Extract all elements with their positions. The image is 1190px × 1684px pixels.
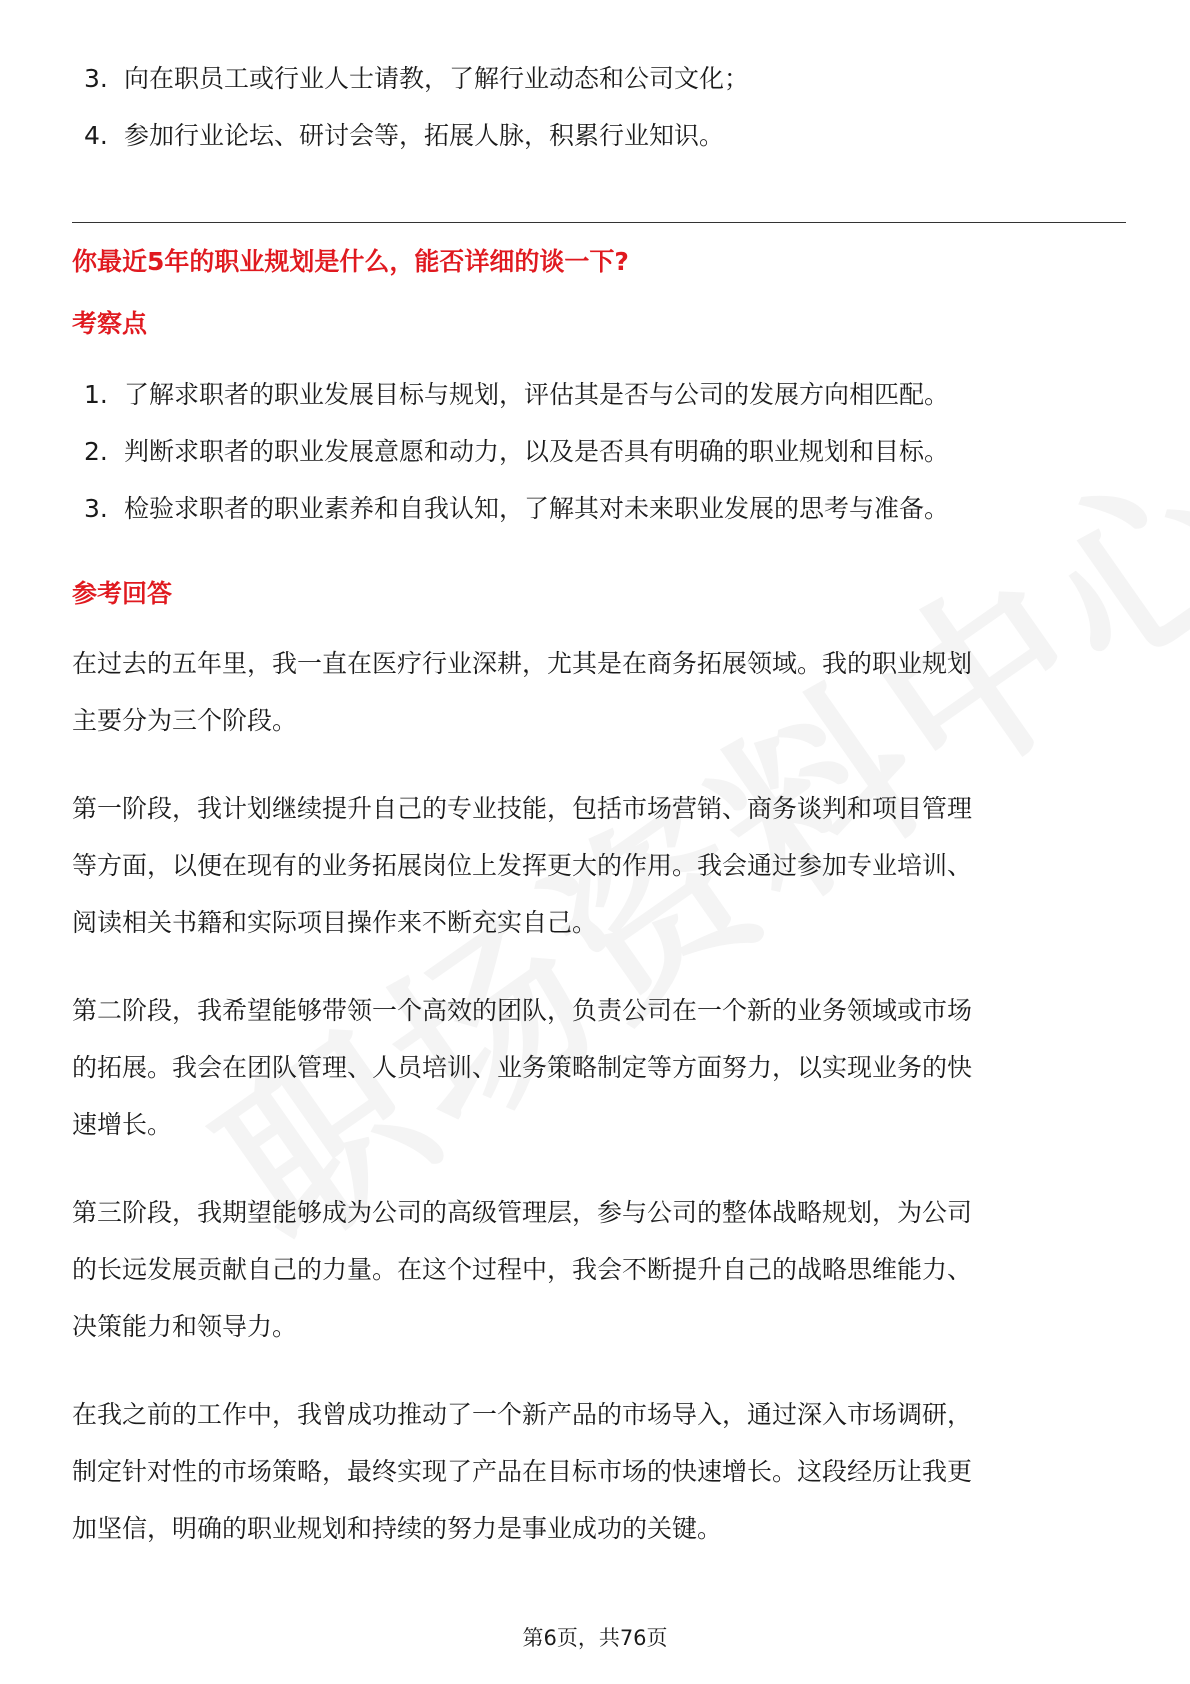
list-text: 了解求职者的职业发展目标与规划，评估其是否与公司的发展方向相匹配。 <box>124 380 950 409</box>
paragraph-line: 决策能力和领导力。 <box>72 1312 298 1341</box>
list-number: 3. <box>84 64 108 93</box>
paragraph-line: 主要分为三个阶段。 <box>72 706 298 735</box>
paragraph-line: 等方面，以便在现有的业务拓展岗位上发挥更大的作用。我会通过参加专业培训、 <box>72 851 973 880</box>
list-number: 2. <box>84 437 108 466</box>
paragraph-line: 制定针对性的市场策略，最终实现了产品在目标市场的快速增长。这段经历让我更 <box>72 1457 973 1486</box>
list-item <box>84 107 749 164</box>
paragraph-line: 的长远发展贡献自己的力量。在这个过程中，我会不断提升自己的战略思维能力、 <box>72 1255 973 1284</box>
paragraph-line: 在我之前的工作中，我曾成功推动了一个新产品的市场导入，通过深入市场调研， <box>72 1400 973 1429</box>
top-list <box>84 50 749 164</box>
section-divider <box>72 222 1126 223</box>
answer-paragraph <box>72 982 1132 1153</box>
paragraph-line: 第三阶段，我期望能够成为公司的高级管理层，参与公司的整体战略规划，为公司 <box>72 1198 973 1227</box>
paragraph-line: 的拓展。我会在团队管理、人员培训、业务策略制定等方面努力，以实现业务的快 <box>72 1053 973 1082</box>
list-item <box>84 480 949 537</box>
answer-paragraph <box>72 1184 1132 1355</box>
list-text: 检验求职者的职业素养和自我认知，了解其对未来职业发展的思考与准备。 <box>124 494 950 523</box>
paragraph-line: 速增长。 <box>72 1110 173 1139</box>
assess-title: 考察点 <box>72 309 148 338</box>
list-text: 向在职员工或行业人士请教，了解行业动态和公司文化； <box>124 64 750 93</box>
list-item <box>84 366 949 423</box>
answer-paragraph <box>72 635 1132 749</box>
answer-paragraph <box>72 780 1132 951</box>
paragraph-line: 加坚信，明确的职业规划和持续的努力是事业成功的关键。 <box>72 1514 723 1543</box>
list-number: 1. <box>84 380 108 409</box>
paragraph-line: 第一阶段，我计划继续提升自己的专业技能，包括市场营销、商务谈判和项目管理 <box>72 794 973 823</box>
list-number: 3. <box>84 494 108 523</box>
paragraph-line: 在过去的五年里，我一直在医疗行业深耕，尤其是在商务拓展领域。我的职业规划 <box>72 649 973 678</box>
list-number: 4. <box>84 121 108 150</box>
question-heading: 你最近5年的职业规划是什么，能否详细的谈一下? <box>72 247 629 276</box>
paragraph-line: 第二阶段，我希望能够带领一个高效的团队，负责公司在一个新的业务领域或市场 <box>72 996 973 1025</box>
answer-paragraph <box>72 1386 1132 1557</box>
paragraph-line: 阅读相关书籍和实际项目操作来不断充实自己。 <box>72 908 598 937</box>
list-item <box>84 50 749 107</box>
assess-list <box>84 366 949 537</box>
list-text: 参加行业论坛、研讨会等，拓展人脉，积累行业知识。 <box>124 121 725 150</box>
list-text: 判断求职者的职业发展意愿和动力，以及是否具有明确的职业规划和目标。 <box>124 437 950 466</box>
list-item <box>84 423 949 480</box>
page-number-footer: 第6页，共76页 <box>522 1626 668 1650</box>
answer-title: 参考回答 <box>72 579 173 608</box>
